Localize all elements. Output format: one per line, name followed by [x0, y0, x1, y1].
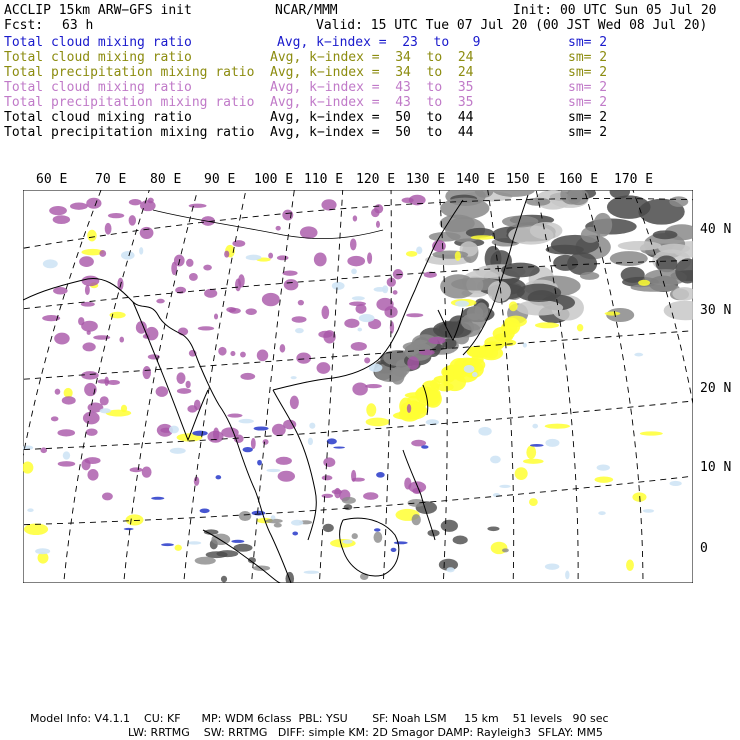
cloud-gray	[221, 576, 227, 583]
cloud-gray	[581, 227, 600, 243]
cloud-purple	[322, 306, 330, 319]
cloud-purple	[364, 357, 370, 363]
cloud-yellow	[330, 539, 356, 548]
field-smoothing: sm= 2	[568, 110, 608, 125]
cloud-gray	[374, 532, 383, 543]
longitude-label: 160 E	[559, 172, 599, 187]
cloud-purple	[284, 279, 299, 290]
cloud-lightblue	[238, 419, 253, 423]
cloud-purple	[276, 457, 292, 465]
field-name: Total cloud mixing ratio	[4, 35, 192, 50]
forecast-map	[23, 190, 693, 583]
field-name: Total cloud mixing ratio	[4, 110, 192, 125]
cloud-yellow	[471, 235, 495, 239]
cloud-purple	[104, 377, 108, 386]
longitude-label: 120 E	[356, 172, 396, 187]
cloud-yellow	[577, 324, 583, 331]
cloud-purple	[407, 404, 411, 413]
cloud-yellow	[509, 301, 518, 311]
cloud-yellow	[485, 347, 498, 359]
cloud-purple	[156, 299, 164, 304]
cloud-purple	[178, 328, 188, 336]
field-smoothing: sm= 2	[568, 125, 608, 140]
cloud-blue	[257, 460, 262, 466]
cloud-purple	[129, 215, 136, 226]
field-smoothing: sm= 2	[568, 50, 608, 65]
cloud-purple	[262, 293, 280, 306]
cloud-purple	[85, 285, 90, 295]
cloud-purple	[86, 198, 101, 209]
cloud-purple	[105, 223, 112, 235]
cloud-purple	[55, 389, 61, 395]
cloud-lightblue	[295, 328, 304, 333]
cloud-purple	[350, 238, 357, 250]
field-k-index-range: Avg, k−index = 34 to 24	[270, 65, 474, 80]
cloud-lightblue	[342, 540, 352, 544]
cloud-purple	[268, 253, 273, 259]
cloud-gray	[391, 367, 405, 385]
cloud-blue	[243, 447, 253, 452]
cloud-lightblue	[351, 269, 357, 275]
longitude-label: 70 E	[95, 172, 127, 187]
field-name: Total cloud mixing ratio	[4, 50, 192, 65]
cloud-lightblue	[291, 376, 297, 379]
longitude-label: 100 E	[254, 172, 294, 187]
model-info-line2: LW: RRTMG SW: RRTMG DIFF: simple KM: 2D Smagor DAMP: Rayleigh3 SFLAY: MM5	[128, 726, 603, 739]
cloud-purple	[81, 371, 98, 379]
longitude-label: 90 E	[204, 172, 236, 187]
cloud-purple	[53, 215, 70, 224]
cloud-yellow	[626, 559, 634, 570]
cloud-lightblue	[670, 481, 682, 486]
cloud-yellow	[595, 476, 614, 482]
cloud-blue	[216, 475, 222, 479]
cloud-yellow	[515, 467, 528, 480]
latitude-label: 30 N	[700, 303, 732, 318]
cloud-yellow	[505, 316, 527, 327]
cloud-lightblue	[121, 251, 135, 260]
cloud-gray	[253, 565, 270, 571]
forecast-label: Fcst:	[4, 18, 44, 33]
cloud-purple	[119, 337, 124, 343]
cloud-gray	[239, 511, 251, 521]
cloud-lightblue	[545, 439, 559, 447]
cloud-purple	[129, 199, 142, 205]
cloud-yellow	[411, 403, 426, 409]
longitude-label: 80 E	[150, 172, 182, 187]
cloud-lightblue	[170, 448, 186, 454]
cloud-lightblue	[565, 571, 569, 580]
cloud-purple	[82, 276, 100, 287]
cloud-blue	[151, 497, 164, 500]
cloud-blue	[391, 548, 397, 552]
cloud-purple	[204, 289, 217, 298]
longitude-label: 110 E	[304, 172, 344, 187]
cloud-lightblue	[139, 247, 143, 254]
cloud-purple	[235, 278, 241, 291]
field-smoothing: sm= 2	[568, 35, 608, 50]
field-smoothing: sm= 2	[568, 80, 608, 95]
cloud-purple	[282, 210, 293, 221]
cloud-purple	[263, 439, 269, 445]
cloud-purple	[140, 227, 154, 239]
cloud-blue	[374, 528, 381, 531]
cloud-purple	[102, 492, 113, 500]
latitude-label: 40 N	[700, 222, 732, 237]
cloud-purple	[54, 333, 70, 345]
cloud-purple	[177, 388, 191, 394]
field-k-index-range: Avg, k−index = 50 to 44	[270, 125, 474, 140]
cloud-purple	[227, 413, 242, 417]
cloud-lightblue	[634, 353, 643, 357]
init-time: Init: 00 UTC Sun 05 Jul 20	[513, 3, 717, 18]
cloud-lightblue	[382, 285, 388, 293]
cloud-lightblue	[499, 485, 510, 488]
cloud-purple	[323, 457, 335, 467]
cloud-purple	[214, 313, 218, 319]
cloud-gray	[610, 251, 648, 266]
cloud-purple	[234, 434, 244, 443]
cloud-purple	[314, 253, 327, 267]
cloud-purple	[213, 428, 219, 441]
cloud-purple	[176, 372, 185, 384]
cloud-gray	[352, 533, 358, 539]
cloud-purple	[356, 304, 367, 314]
cloud-blue	[292, 532, 298, 536]
cloud-lightblue	[523, 343, 527, 348]
cloud-gray	[658, 244, 690, 254]
cloud-purple	[81, 459, 90, 470]
cloud-gray	[618, 241, 662, 251]
cloud-purple	[78, 317, 84, 325]
cloud-lightblue	[304, 571, 320, 574]
cloud-lightblue	[309, 423, 315, 429]
cloud-purple	[232, 240, 245, 247]
cloud-purple	[351, 470, 356, 482]
cloud-purple	[86, 428, 98, 435]
cloud-purple	[53, 287, 68, 294]
cloud-lightblue	[598, 511, 605, 515]
field-name: Total cloud mixing ratio	[4, 80, 192, 95]
cloud-gray	[669, 196, 688, 207]
cloud-purple	[278, 471, 295, 482]
cloud-purple	[296, 353, 311, 364]
cloud-gray	[517, 284, 562, 302]
cloud-purple	[230, 351, 235, 356]
cloud-yellow	[535, 322, 559, 328]
cloud-purple	[224, 251, 229, 258]
field-name: Total precipitation mixing ratio	[4, 95, 255, 110]
cloud-lightblue	[188, 541, 202, 544]
cloud-purple	[148, 198, 154, 204]
cloud-purple	[62, 396, 76, 404]
cloud-lightblue	[27, 508, 33, 512]
cloud-lightblue	[446, 567, 454, 572]
field-name: Total precipitation mixing ratio	[4, 65, 255, 80]
cloud-gray	[546, 245, 584, 255]
cloud-lightblue	[478, 427, 491, 436]
cloud-gray	[206, 551, 228, 558]
cloud-yellow	[126, 514, 144, 525]
cloud-yellow	[529, 498, 538, 506]
cloud-purple	[292, 316, 307, 323]
cloud-lightblue	[267, 469, 281, 472]
longitude-label: 150 E	[506, 172, 546, 187]
cloud-lightblue	[352, 296, 365, 300]
cloud-purple	[83, 412, 100, 425]
cloud-blue	[254, 426, 269, 430]
field-k-index-range: Avg, k−index = 43 to 35	[270, 80, 474, 95]
plot-title: ACCLIP 15km ARW−GFS init	[4, 3, 192, 18]
cloud-yellow	[24, 523, 48, 535]
cloud-gray	[580, 272, 599, 280]
cloud-gray	[516, 300, 563, 315]
cloud-purple	[257, 350, 268, 362]
cloud-gray	[323, 524, 334, 532]
cloud-yellow	[406, 251, 417, 257]
cloud-yellow	[366, 403, 376, 416]
cloud-purple	[108, 213, 124, 218]
cloud-lightblue	[100, 408, 111, 413]
cloud-purple	[189, 204, 207, 208]
cloud-purple	[218, 347, 226, 356]
cloud-lightblue	[455, 300, 469, 306]
cloud-lightblue	[357, 328, 362, 332]
cloud-lightblue	[532, 424, 538, 429]
cloud-blue	[161, 543, 174, 546]
cloud-yellow	[436, 383, 453, 392]
field-k-index-range: Avg, k−index = 34 to 24	[270, 50, 474, 65]
longitude-label: 170 E	[614, 172, 654, 187]
field-name: Total precipitation mixing ratio	[4, 125, 255, 140]
cloud-yellow	[500, 339, 517, 346]
cloud-yellow	[526, 446, 536, 460]
cloud-purple	[404, 478, 411, 490]
cloud-purple	[407, 356, 419, 369]
cloud-purple	[277, 255, 289, 260]
cloud-purple	[428, 337, 445, 344]
cloud-purple	[189, 273, 198, 281]
cloud-purple	[82, 342, 95, 351]
cloud-purple	[79, 256, 94, 267]
cloud-blue	[327, 438, 337, 444]
cloud-blue	[376, 472, 385, 478]
cloud-gray	[441, 520, 458, 532]
cloud-yellow	[455, 251, 461, 261]
cloud-purple	[371, 208, 380, 217]
cloud-yellow	[523, 459, 544, 464]
cloud-purple	[226, 307, 236, 312]
cloud-gray	[653, 230, 678, 239]
cloud-gray	[501, 263, 540, 278]
cloud-lightblue	[359, 314, 375, 322]
cloud-lightblue	[291, 520, 303, 526]
cloud-gray	[211, 534, 230, 545]
cloud-lightblue	[472, 372, 478, 377]
cloud-purple	[322, 475, 333, 480]
cloud-blue	[124, 528, 134, 530]
cloud-purple	[317, 362, 331, 374]
cloud-lightblue	[35, 548, 50, 554]
cloud-gray	[265, 519, 282, 524]
cloud-purple	[70, 203, 88, 210]
cloud-gray	[274, 523, 282, 528]
cloud-purple	[322, 494, 334, 498]
cloud-yellow	[366, 418, 390, 427]
cloud-purple	[353, 215, 357, 221]
cloud-purple	[245, 308, 256, 315]
cloud-blue	[333, 446, 345, 448]
cloud-purple	[240, 373, 255, 380]
cloud-purple	[347, 256, 365, 266]
cloud-lightblue	[246, 255, 262, 261]
cloud-yellow	[87, 230, 96, 242]
cloud-purple	[87, 469, 98, 481]
cloud-purple	[145, 327, 158, 340]
model-info-line1: Model Info: V4.1.1 CU: KF MP: WDM 6class PBL: YSU SF: Noah LSM 15 km 51 levels 90 sec	[30, 712, 609, 725]
valid-time: Valid: 15 UTC Tue 07 Jul 20 (00 JST Wed 08 Jul 20)	[316, 18, 708, 33]
cloud-purple	[203, 265, 212, 271]
cloud-lightblue	[597, 464, 610, 470]
cloud-gray	[412, 514, 421, 525]
cloud-lightblue	[169, 426, 179, 434]
cloud-lightblue	[545, 563, 559, 569]
cloud-gray	[467, 306, 483, 320]
cloud-gray	[342, 497, 356, 504]
longitude-label: 140 E	[456, 172, 496, 187]
organization-label: NCAR/MMM	[275, 3, 338, 18]
cloud-lightblue	[271, 515, 276, 519]
field-k-index-range: Avg, k−index = 23 to 9	[277, 35, 481, 50]
cloud-yellow	[605, 312, 621, 316]
cloud-gray	[526, 198, 551, 206]
cloud-blue	[421, 445, 428, 449]
cloud-gray	[344, 504, 353, 510]
cloud-purple	[107, 380, 120, 385]
cloud-purple	[344, 319, 359, 328]
latitude-label: 20 N	[700, 381, 732, 396]
cloud-gray	[502, 548, 509, 552]
longitude-label: 60 E	[36, 172, 68, 187]
cloud-purple	[351, 342, 367, 351]
cloud-purple	[240, 352, 246, 358]
cloud-yellow	[545, 424, 570, 429]
cloud-yellow	[638, 280, 650, 286]
cloud-purple	[376, 221, 380, 228]
cloud-purple	[156, 386, 168, 397]
cloud-purple	[393, 290, 398, 295]
latitude-label: 10 N	[700, 460, 732, 475]
cloud-gray	[453, 536, 468, 545]
cloud-gray	[567, 252, 597, 275]
field-k-index-range: Avg, k−index = 50 to 44	[270, 110, 474, 125]
cloud-lightblue	[416, 246, 422, 254]
cloud-purple	[49, 206, 67, 215]
cloud-purple	[143, 366, 151, 379]
cloud-lightblue	[308, 438, 313, 445]
cloud-blue	[200, 509, 210, 514]
latitude-label: 0	[700, 541, 708, 556]
cloud-purple	[142, 467, 152, 478]
cloud-purple	[282, 271, 297, 276]
cloud-purple	[406, 313, 423, 317]
cloud-blue	[530, 444, 544, 447]
longitude-label: 130 E	[406, 172, 446, 187]
field-k-index-range: Avg, k−index = 43 to 35	[270, 95, 474, 110]
cloud-blue	[192, 431, 207, 436]
cloud-purple	[367, 252, 372, 264]
cloud-purple	[198, 326, 214, 330]
cloud-purple	[51, 416, 59, 421]
cloud-blue	[394, 541, 408, 544]
cloud-purple	[298, 300, 304, 305]
cloud-purple	[290, 396, 299, 410]
cloud-blue	[231, 540, 244, 543]
cloud-lightblue	[643, 509, 654, 513]
cloud-purple	[363, 492, 378, 500]
cloud-purple	[300, 226, 318, 239]
cloud-lightblue	[464, 365, 475, 373]
cloud-purple	[276, 226, 281, 231]
cloud-purple	[130, 467, 143, 472]
cloud-gray	[487, 527, 499, 532]
cloud-lightblue	[490, 456, 501, 464]
cloud-yellow	[640, 431, 663, 435]
cloud-yellow	[175, 545, 182, 551]
cloud-purple	[186, 381, 191, 388]
cloud-gray	[488, 281, 511, 302]
cloud-lightblue	[63, 451, 70, 459]
cloud-purple	[99, 250, 106, 257]
cloud-purple	[58, 461, 76, 467]
cloud-purple	[280, 344, 286, 352]
cloud-purple	[251, 438, 256, 449]
forecast-hours: 63 h	[62, 18, 94, 33]
cloud-lightblue	[43, 259, 58, 268]
cloud-purple	[194, 477, 199, 486]
cloud-purple	[57, 429, 75, 436]
cloud-purple	[186, 259, 193, 267]
cloud-lightblue	[332, 282, 345, 290]
field-smoothing: sm= 2	[568, 65, 608, 80]
field-smoothing: sm= 2	[568, 95, 608, 110]
cloud-purple	[352, 383, 368, 396]
